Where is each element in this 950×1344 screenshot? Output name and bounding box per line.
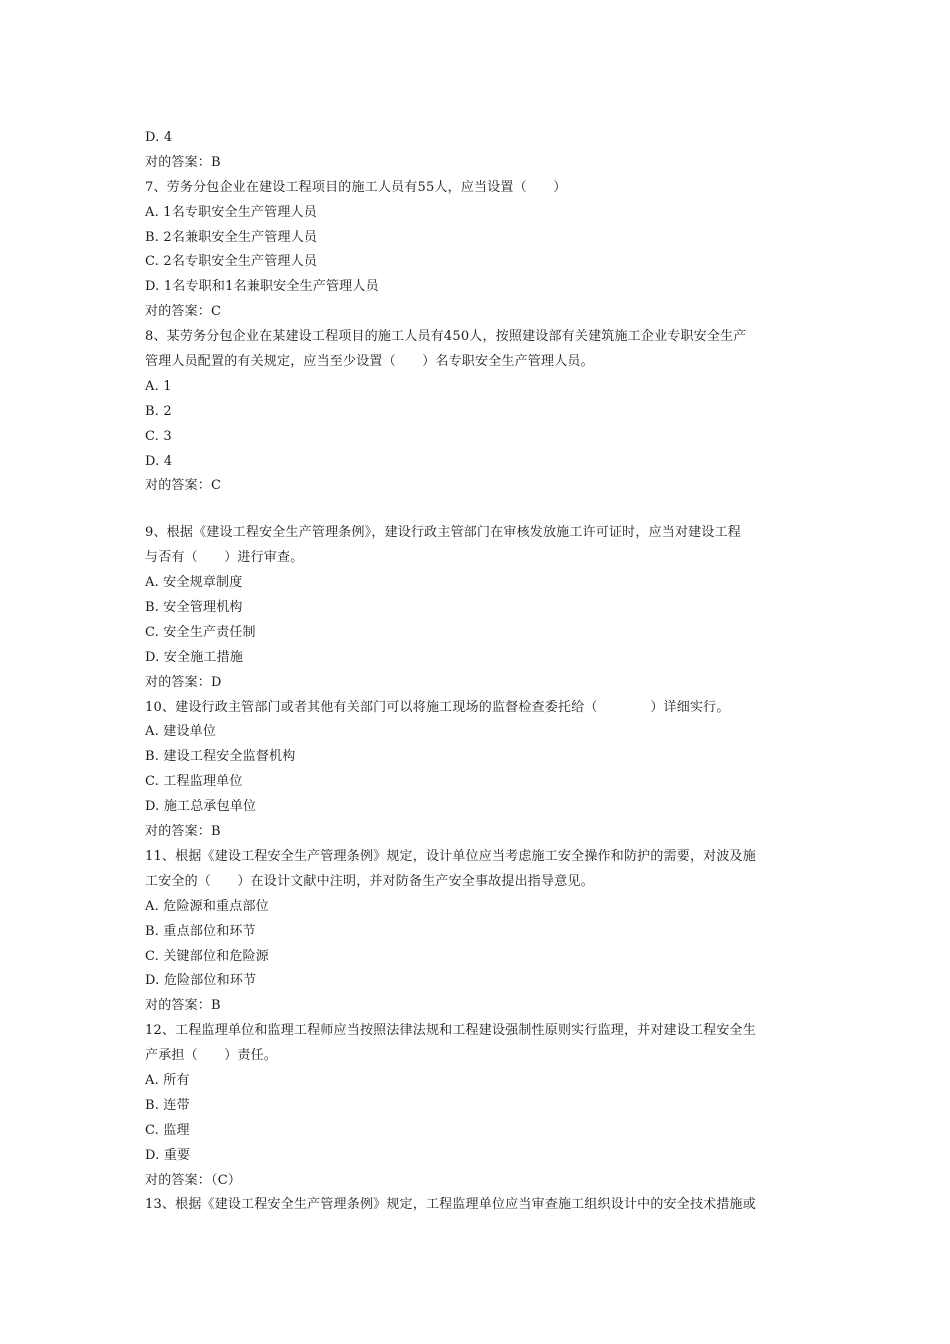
option-b: B. 连带 [145,1097,190,1113]
option-c: C. 2名专职安全生产管理人员 [145,254,318,270]
option-d: D. 施工总承包单位 [145,799,257,815]
correct-answer: 对的答案：（C） [145,1172,242,1188]
option-a: A. 危险源和重点部位 [145,898,269,914]
correct-answer: 对的答案：D [145,674,222,690]
option-a: A. 所有 [145,1072,190,1088]
option-a: A. 1 [145,378,172,394]
option-d: D. 重要 [145,1147,191,1163]
option-b: B. 重点部位和环节 [145,923,256,939]
question-11-line-2: 工安全的（ ）在设计文献中注明，并对防备生产安全事故提出指导意见。 [145,873,594,889]
option-c: C. 安全生产责任制 [145,624,256,640]
option-a: A. 1名专职安全生产管理人员 [145,204,317,220]
question-8-line-2: 管理人员配置的有关规定，应当至少设置（ ）名专职安全生产管理人员。 [145,354,594,370]
option-b: B. 建设工程安全监督机构 [145,749,296,765]
option-b: B. 安全管理机构 [145,600,243,616]
option-d: D. 4 [145,130,173,145]
option-d: D. 安全施工措施 [145,649,244,665]
question-12-line-2: 产承担（ ）责任。 [145,1048,278,1064]
question-8-line-1: 8、某劳务分包企业在某建设工程项目的施工人员有450人，按照建设部有关建筑施工企业专职安全生产 [145,329,747,345]
question-12-line-1: 12、工程监理单位和监理工程师应当按照法律法规和工程建设强制性原则实行监理，并对建设工程安全生 [145,1023,756,1039]
paragraph-gap [145,499,810,521]
correct-answer: 对的答案：B [145,824,221,840]
question-7: 7、劳务分包企业在建设工程项目的施工人员有55人，应当设置（ ） [145,179,567,195]
question-10: 10、建设行政主管部门或者其他有关部门可以将施工现场的监督检查委托给（ ）详细实行。 [145,699,730,715]
document-page [145,126,810,1218]
option-b: B. 2 [145,403,172,419]
correct-answer: 对的答案：B [145,998,221,1014]
question-11-line-1: 11、根据《建设工程安全生产管理条例》规定，设计单位应当考虑施工安全操作和防护的需要，对波及施 [145,848,756,864]
option-d: D. 4 [145,453,173,469]
option-a: A. 建设单位 [145,724,217,740]
option-c: C. 关键部位和危险源 [145,948,269,964]
option-d: D. 1名专职和1名兼职安全生产管理人员 [145,279,379,295]
option-b: B. 2名兼职安全生产管理人员 [145,229,318,245]
correct-answer: 对的答案：C [145,304,222,320]
option-c: C. 监理 [145,1122,190,1138]
option-d: D. 危险部位和环节 [145,973,257,989]
correct-answer: 对的答案：B [145,154,221,170]
question-13-line-1: 13、根据《建设工程安全生产管理条例》规定，工程监理单位应当审查施工组织设计中的安全技术措施或 [145,1197,756,1213]
option-a: A. 安全规章制度 [145,575,243,591]
question-9-line-1: 9、根据《建设工程安全生产管理条例》，建设行政主管部门在审核发放施工许可证时，应当对建设工程 [145,525,741,541]
question-9-line-2: 与否有（ ）进行审查。 [145,550,304,566]
correct-answer: 对的答案：C [145,478,222,494]
option-c: C. 3 [145,428,172,444]
option-c: C. 工程监理单位 [145,774,243,790]
